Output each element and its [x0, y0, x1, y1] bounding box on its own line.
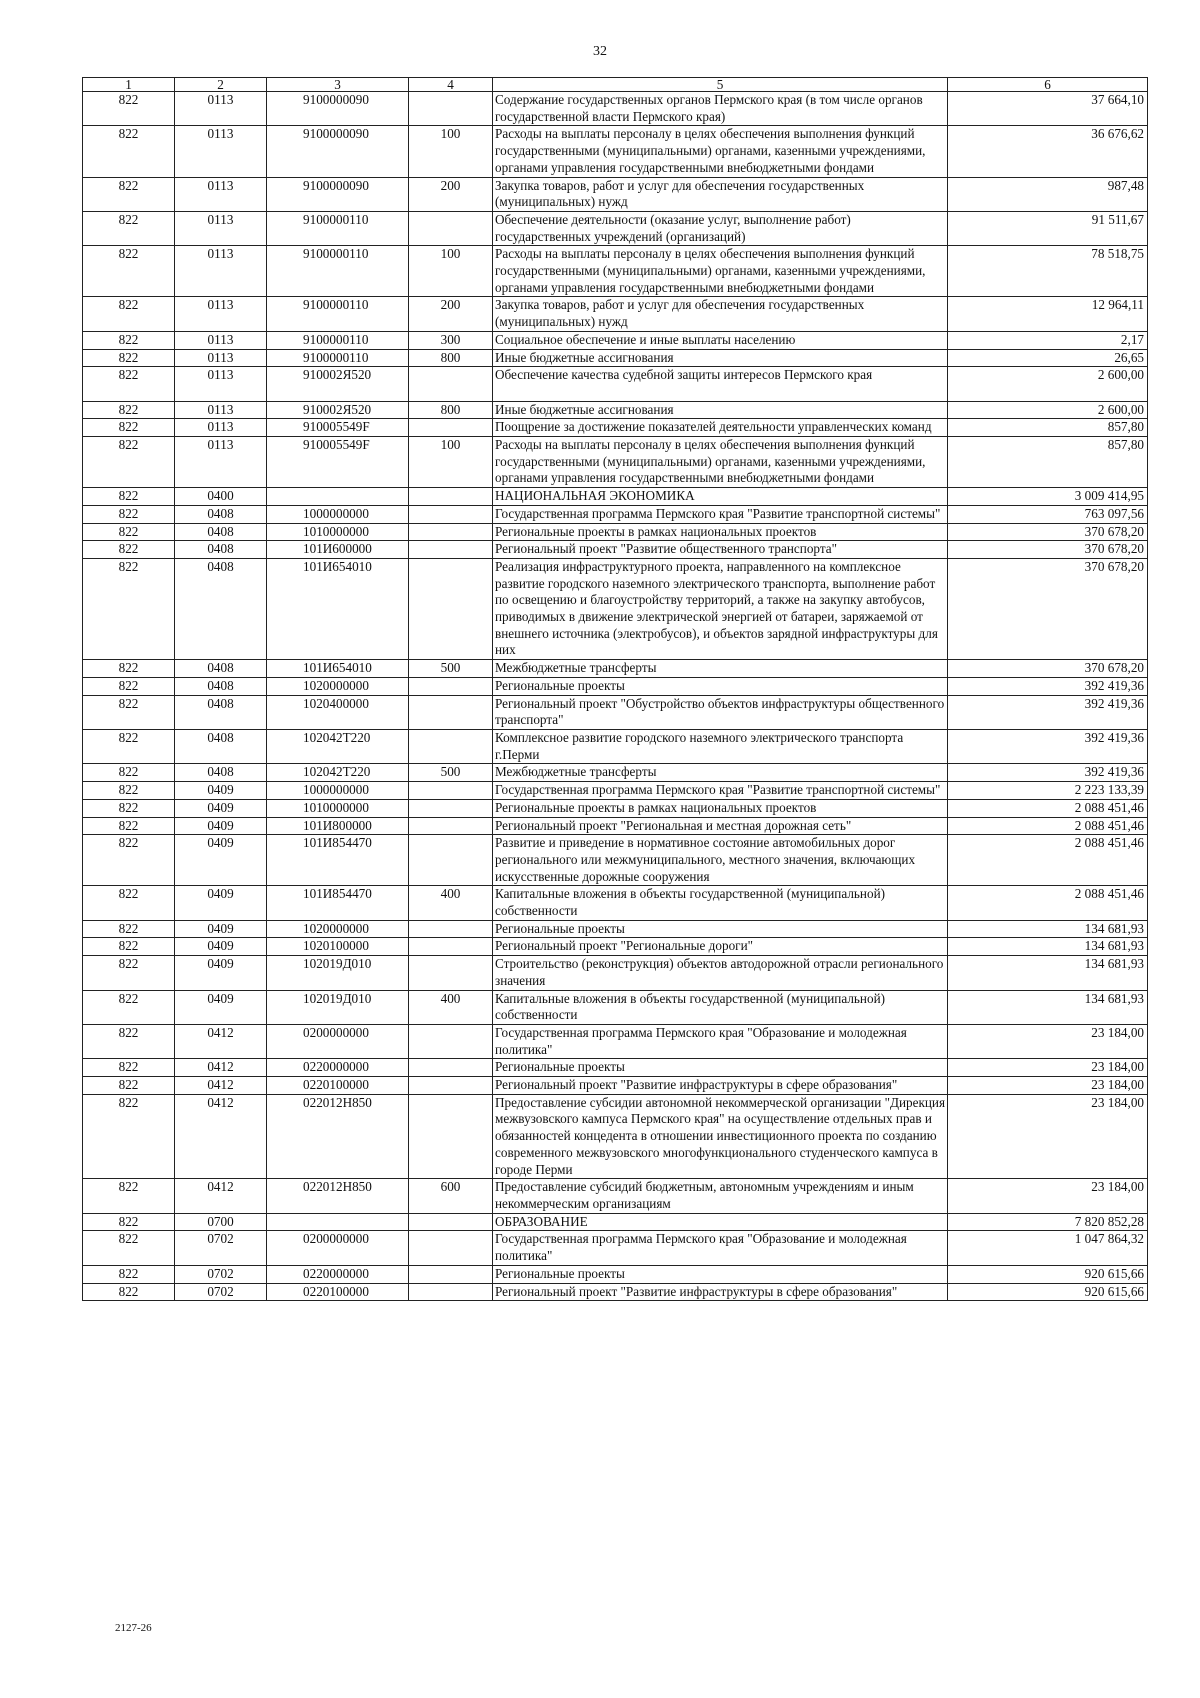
- cell-amount: 78 518,75: [948, 246, 1148, 297]
- table-row: [83, 331, 1148, 349]
- cell-agency-code: 822: [83, 1024, 175, 1058]
- cell-description: Капитальные вложения в объекты государственной (муниципальной) собственности: [493, 886, 948, 920]
- cell-description: Капитальные вложения в объекты государственной (муниципальной) собственности: [493, 990, 948, 1024]
- cell-expense-type: [409, 505, 493, 523]
- cell-section-code: 0409: [175, 817, 267, 835]
- cell-description: Государственная программа Пермского края "Развитие транспортной системы": [493, 782, 948, 800]
- cell-agency-code: 822: [83, 1213, 175, 1231]
- cell-description: Региональный проект "Обустройство объектов инфраструктуры общественного транспорта": [493, 695, 948, 729]
- cell-target-code: 910005549F: [267, 437, 409, 488]
- table-row: [83, 1265, 1148, 1283]
- cell-expense-type: [409, 1265, 493, 1283]
- table-row: [83, 1283, 1148, 1301]
- cell-agency-code: 822: [83, 367, 175, 401]
- cell-amount: 134 681,93: [948, 938, 1148, 956]
- cell-expense-type: 800: [409, 349, 493, 367]
- cell-section-code: 0409: [175, 938, 267, 956]
- cell-expense-type: 400: [409, 990, 493, 1024]
- cell-description: Социальное обеспечение и иные выплаты населению: [493, 331, 948, 349]
- cell-amount: 857,80: [948, 437, 1148, 488]
- cell-amount: 763 097,56: [948, 505, 1148, 523]
- cell-target-code: [267, 1213, 409, 1231]
- cell-description: Предоставление субсидий бюджетным, автономным учреждениям и иным некоммерческим организациям: [493, 1179, 948, 1213]
- table-row: [83, 660, 1148, 678]
- table-row: [83, 541, 1148, 559]
- cell-agency-code: 822: [83, 660, 175, 678]
- cell-amount: 2 600,00: [948, 401, 1148, 419]
- column-header: 6: [948, 78, 1148, 92]
- cell-target-code: 101И654010: [267, 660, 409, 678]
- cell-amount: 23 184,00: [948, 1077, 1148, 1095]
- table-row: [83, 523, 1148, 541]
- cell-description: Расходы на выплаты персоналу в целях обеспечения выполнения функций государственными (муниципальными) органами, казенными учреждениями, органами управления государственными внебюджетными фондами: [493, 126, 948, 177]
- cell-target-code: 101И854470: [267, 835, 409, 886]
- cell-target-code: 1020000000: [267, 677, 409, 695]
- cell-section-code: 0409: [175, 920, 267, 938]
- cell-description: Региональные проекты: [493, 1059, 948, 1077]
- cell-section-code: 0113: [175, 211, 267, 245]
- table-row: [83, 437, 1148, 488]
- cell-target-code: 1010000000: [267, 523, 409, 541]
- cell-agency-code: 822: [83, 1094, 175, 1179]
- cell-section-code: 0412: [175, 1059, 267, 1077]
- table-row: [83, 505, 1148, 523]
- table-row: [83, 401, 1148, 419]
- cell-expense-type: 600: [409, 1179, 493, 1213]
- cell-target-code: 9100000090: [267, 126, 409, 177]
- cell-section-code: 0409: [175, 990, 267, 1024]
- cell-amount: 26,65: [948, 349, 1148, 367]
- cell-expense-type: [409, 730, 493, 764]
- cell-amount: 920 615,66: [948, 1265, 1148, 1283]
- cell-amount: 370 678,20: [948, 660, 1148, 678]
- cell-amount: 2,17: [948, 331, 1148, 349]
- table-row: [83, 1059, 1148, 1077]
- column-header: 1: [83, 78, 175, 92]
- cell-agency-code: 822: [83, 1179, 175, 1213]
- cell-amount: 12 964,11: [948, 297, 1148, 331]
- cell-target-code: 1020000000: [267, 920, 409, 938]
- cell-target-code: 910002Я520: [267, 367, 409, 401]
- cell-agency-code: 822: [83, 488, 175, 506]
- cell-expense-type: 200: [409, 297, 493, 331]
- cell-description: Государственная программа Пермского края "Образование и молодежная политика": [493, 1231, 948, 1265]
- cell-target-code: 0220100000: [267, 1077, 409, 1095]
- cell-expense-type: [409, 677, 493, 695]
- cell-amount: 36 676,62: [948, 126, 1148, 177]
- cell-expense-type: [409, 956, 493, 990]
- cell-target-code: 1020400000: [267, 695, 409, 729]
- cell-expense-type: [409, 92, 493, 126]
- cell-target-code: 101И600000: [267, 541, 409, 559]
- cell-target-code: 9100000090: [267, 92, 409, 126]
- cell-expense-type: 100: [409, 246, 493, 297]
- cell-target-code: 9100000090: [267, 177, 409, 211]
- cell-expense-type: [409, 419, 493, 437]
- table-row: [83, 956, 1148, 990]
- cell-section-code: 0409: [175, 886, 267, 920]
- cell-description: Развитие и приведение в нормативное состояние автомобильных дорог регионального или межмуниципального, местного значения, включающих искусственные дорожные сооружения: [493, 835, 948, 886]
- cell-target-code: 101И854470: [267, 886, 409, 920]
- column-header: 3: [267, 78, 409, 92]
- table-row: [83, 1024, 1148, 1058]
- cell-section-code: 0408: [175, 541, 267, 559]
- table-row: [83, 349, 1148, 367]
- cell-amount: 370 678,20: [948, 541, 1148, 559]
- cell-target-code: 102019Д010: [267, 990, 409, 1024]
- cell-amount: 3 009 414,95: [948, 488, 1148, 506]
- cell-expense-type: 500: [409, 660, 493, 678]
- cell-description: Поощрение за достижение показателей деятельности управленческих команд: [493, 419, 948, 437]
- cell-section-code: 0409: [175, 799, 267, 817]
- cell-expense-type: [409, 211, 493, 245]
- cell-description: Иные бюджетные ассигнования: [493, 401, 948, 419]
- cell-agency-code: 822: [83, 349, 175, 367]
- cell-amount: 2 223 133,39: [948, 782, 1148, 800]
- cell-amount: 857,80: [948, 419, 1148, 437]
- document-code: 2127-26: [115, 1622, 152, 1634]
- table-header-row: [83, 78, 1148, 92]
- cell-agency-code: 822: [83, 920, 175, 938]
- column-header: 4: [409, 78, 493, 92]
- cell-target-code: 0200000000: [267, 1231, 409, 1265]
- cell-agency-code: 822: [83, 938, 175, 956]
- cell-description: Содержание государственных органов Пермского края (в том числе органов государственной власти Пермского края): [493, 92, 948, 126]
- cell-section-code: 0408: [175, 558, 267, 659]
- cell-section-code: 0400: [175, 488, 267, 506]
- cell-section-code: 0408: [175, 764, 267, 782]
- cell-section-code: 0113: [175, 331, 267, 349]
- cell-agency-code: 822: [83, 817, 175, 835]
- cell-description: Региональный проект "Региональная и местная дорожная сеть": [493, 817, 948, 835]
- cell-expense-type: [409, 488, 493, 506]
- cell-expense-type: [409, 817, 493, 835]
- cell-agency-code: 822: [83, 1283, 175, 1301]
- cell-section-code: 0409: [175, 782, 267, 800]
- table-row: [83, 886, 1148, 920]
- cell-description: Расходы на выплаты персоналу в целях обеспечения выполнения функций государственными (муниципальными) органами, казенными учреждениями, органами управления государственными внебюджетными фондами: [493, 437, 948, 488]
- cell-description: НАЦИОНАЛЬНАЯ ЭКОНОМИКА: [493, 488, 948, 506]
- cell-amount: 1 047 864,32: [948, 1231, 1148, 1265]
- cell-section-code: 0113: [175, 92, 267, 126]
- cell-agency-code: 822: [83, 1059, 175, 1077]
- cell-section-code: 0408: [175, 505, 267, 523]
- cell-expense-type: [409, 835, 493, 886]
- cell-description: Комплексное развитие городского наземного электрического транспорта г.Перми: [493, 730, 948, 764]
- cell-agency-code: 822: [83, 730, 175, 764]
- column-header: 5: [493, 78, 948, 92]
- cell-section-code: 0113: [175, 297, 267, 331]
- cell-target-code: 9100000110: [267, 331, 409, 349]
- cell-description: Иные бюджетные ассигнования: [493, 349, 948, 367]
- cell-target-code: 0200000000: [267, 1024, 409, 1058]
- cell-expense-type: 500: [409, 764, 493, 782]
- cell-target-code: 101И800000: [267, 817, 409, 835]
- cell-amount: 392 419,36: [948, 730, 1148, 764]
- cell-agency-code: 822: [83, 1077, 175, 1095]
- cell-amount: 392 419,36: [948, 764, 1148, 782]
- table-row: [83, 367, 1148, 401]
- cell-amount: 2 088 451,46: [948, 799, 1148, 817]
- cell-description: Межбюджетные трансферты: [493, 660, 948, 678]
- cell-description: Региональные проекты в рамках национальных проектов: [493, 799, 948, 817]
- cell-amount: 392 419,36: [948, 695, 1148, 729]
- cell-agency-code: 822: [83, 695, 175, 729]
- cell-expense-type: [409, 695, 493, 729]
- cell-amount: 920 615,66: [948, 1283, 1148, 1301]
- table-row: [83, 782, 1148, 800]
- cell-description: Обеспечение деятельности (оказание услуг, выполнение работ) государственных учреждений (организаций): [493, 211, 948, 245]
- cell-target-code: 0220100000: [267, 1283, 409, 1301]
- cell-agency-code: 822: [83, 297, 175, 331]
- table-row: [83, 558, 1148, 659]
- cell-target-code: 1020100000: [267, 938, 409, 956]
- cell-target-code: [267, 488, 409, 506]
- cell-section-code: 0113: [175, 246, 267, 297]
- cell-expense-type: 300: [409, 331, 493, 349]
- cell-description: Закупка товаров, работ и услуг для обеспечения государственных (муниципальных) нужд: [493, 297, 948, 331]
- cell-description: Строительство (реконструкция) объектов автодорожной отрасли регионального значения: [493, 956, 948, 990]
- cell-section-code: 0113: [175, 401, 267, 419]
- cell-amount: 23 184,00: [948, 1179, 1148, 1213]
- page-number: 32: [593, 44, 607, 59]
- cell-expense-type: [409, 523, 493, 541]
- cell-description: Государственная программа Пермского края "Развитие транспортной системы": [493, 505, 948, 523]
- cell-expense-type: [409, 1024, 493, 1058]
- cell-agency-code: 822: [83, 523, 175, 541]
- cell-agency-code: 822: [83, 990, 175, 1024]
- cell-target-code: 1000000000: [267, 505, 409, 523]
- cell-description: Закупка товаров, работ и услуг для обеспечения государственных (муниципальных) нужд: [493, 177, 948, 211]
- cell-section-code: 0409: [175, 835, 267, 886]
- cell-amount: 37 664,10: [948, 92, 1148, 126]
- cell-agency-code: 822: [83, 782, 175, 800]
- cell-amount: 2 088 451,46: [948, 886, 1148, 920]
- cell-target-code: 9100000110: [267, 246, 409, 297]
- cell-description: Государственная программа Пермского края "Образование и молодежная политика": [493, 1024, 948, 1058]
- cell-agency-code: 822: [83, 541, 175, 559]
- cell-expense-type: [409, 541, 493, 559]
- cell-section-code: 0408: [175, 660, 267, 678]
- cell-agency-code: 822: [83, 799, 175, 817]
- cell-target-code: 1010000000: [267, 799, 409, 817]
- cell-description: Реализация инфраструктурного проекта, направленного на комплексное развитие городского наземного электрического транспорта, выполнение работ по освещению и благоустройству территорий, а также на закупку автобусов, приводимых в движение электрической энергией от батареи, заряжаемой от внешнего источника (электробусов), и объектов зарядной инфраструктуры для них: [493, 558, 948, 659]
- cell-amount: 370 678,20: [948, 558, 1148, 659]
- cell-description: Региональные проекты: [493, 920, 948, 938]
- table-row: [83, 695, 1148, 729]
- table-row: [83, 1213, 1148, 1231]
- cell-target-code: 1000000000: [267, 782, 409, 800]
- table-row: [83, 419, 1148, 437]
- cell-amount: 134 681,93: [948, 990, 1148, 1024]
- cell-agency-code: 822: [83, 211, 175, 245]
- cell-section-code: 0113: [175, 437, 267, 488]
- cell-expense-type: 100: [409, 126, 493, 177]
- cell-description: Региональный проект "Региональные дороги": [493, 938, 948, 956]
- cell-agency-code: 822: [83, 331, 175, 349]
- cell-section-code: 0408: [175, 523, 267, 541]
- table-row: [83, 990, 1148, 1024]
- cell-agency-code: 822: [83, 177, 175, 211]
- cell-section-code: 0113: [175, 367, 267, 401]
- cell-description: Предоставление субсидии автономной некоммерческой организации "Дирекция межвузовского кампуса Пермского края" на осуществление отдельных прав и обязанностей концедента в отношении инвестиционного проекта по созданию современного межвузовского многофункционального студенческого кампуса в городе Перми: [493, 1094, 948, 1179]
- cell-target-code: 101И654010: [267, 558, 409, 659]
- cell-expense-type: [409, 1094, 493, 1179]
- cell-target-code: 022012Н850: [267, 1094, 409, 1179]
- cell-section-code: 0700: [175, 1213, 267, 1231]
- cell-amount: 370 678,20: [948, 523, 1148, 541]
- cell-expense-type: [409, 1231, 493, 1265]
- cell-amount: 987,48: [948, 177, 1148, 211]
- cell-description: Обеспечение качества судебной защиты интересов Пермского края: [493, 367, 948, 401]
- cell-description: Региональный проект "Развитие инфраструктуры в сфере образования": [493, 1077, 948, 1095]
- cell-amount: 23 184,00: [948, 1094, 1148, 1179]
- cell-expense-type: [409, 938, 493, 956]
- table-row: [83, 799, 1148, 817]
- cell-agency-code: 822: [83, 92, 175, 126]
- cell-description: Региональный проект "Развитие общественного транспорта": [493, 541, 948, 559]
- cell-expense-type: [409, 920, 493, 938]
- table-row: [83, 764, 1148, 782]
- table-row: [83, 92, 1148, 126]
- cell-target-code: 102019Д010: [267, 956, 409, 990]
- cell-target-code: 910005549F: [267, 419, 409, 437]
- cell-agency-code: 822: [83, 401, 175, 419]
- table-row: [83, 920, 1148, 938]
- cell-agency-code: 822: [83, 764, 175, 782]
- cell-target-code: 0220000000: [267, 1059, 409, 1077]
- cell-expense-type: [409, 1213, 493, 1231]
- cell-target-code: 022012Н850: [267, 1179, 409, 1213]
- cell-section-code: 0113: [175, 349, 267, 367]
- cell-section-code: 0408: [175, 695, 267, 729]
- cell-agency-code: 822: [83, 1265, 175, 1283]
- cell-section-code: 0113: [175, 177, 267, 211]
- cell-section-code: 0412: [175, 1024, 267, 1058]
- cell-description: ОБРАЗОВАНИЕ: [493, 1213, 948, 1231]
- cell-amount: 23 184,00: [948, 1059, 1148, 1077]
- cell-expense-type: 400: [409, 886, 493, 920]
- cell-description: Расходы на выплаты персоналу в целях обеспечения выполнения функций государственными (муниципальными) органами, казенными учреждениями, органами управления государственными внебюджетными фондами: [493, 246, 948, 297]
- cell-section-code: 0412: [175, 1179, 267, 1213]
- cell-expense-type: [409, 1077, 493, 1095]
- cell-section-code: 0409: [175, 956, 267, 990]
- cell-expense-type: [409, 558, 493, 659]
- cell-agency-code: 822: [83, 677, 175, 695]
- cell-agency-code: 822: [83, 835, 175, 886]
- budget-table: [82, 77, 1148, 1301]
- table-row: [83, 126, 1148, 177]
- table-row: [83, 730, 1148, 764]
- cell-target-code: 9100000110: [267, 211, 409, 245]
- cell-agency-code: 822: [83, 558, 175, 659]
- cell-section-code: 0412: [175, 1094, 267, 1179]
- cell-description: Региональные проекты: [493, 677, 948, 695]
- table-row: [83, 297, 1148, 331]
- cell-agency-code: 822: [83, 126, 175, 177]
- cell-section-code: 0702: [175, 1231, 267, 1265]
- cell-agency-code: 822: [83, 437, 175, 488]
- cell-amount: 392 419,36: [948, 677, 1148, 695]
- cell-target-code: 102042Т220: [267, 730, 409, 764]
- cell-expense-type: [409, 782, 493, 800]
- cell-amount: 7 820 852,28: [948, 1213, 1148, 1231]
- cell-target-code: 9100000110: [267, 349, 409, 367]
- cell-section-code: 0408: [175, 730, 267, 764]
- table-row: [83, 488, 1148, 506]
- cell-description: Региональные проекты в рамках национальных проектов: [493, 523, 948, 541]
- cell-section-code: 0113: [175, 419, 267, 437]
- cell-expense-type: 800: [409, 401, 493, 419]
- column-header: 2: [175, 78, 267, 92]
- cell-amount: 2 600,00: [948, 367, 1148, 401]
- cell-expense-type: 100: [409, 437, 493, 488]
- cell-amount: 23 184,00: [948, 1024, 1148, 1058]
- cell-target-code: 102042Т220: [267, 764, 409, 782]
- cell-description: Межбюджетные трансферты: [493, 764, 948, 782]
- cell-target-code: 0220000000: [267, 1265, 409, 1283]
- cell-expense-type: [409, 1059, 493, 1077]
- cell-amount: 91 511,67: [948, 211, 1148, 245]
- cell-amount: 134 681,93: [948, 920, 1148, 938]
- cell-target-code: 9100000110: [267, 297, 409, 331]
- cell-target-code: 910002Я520: [267, 401, 409, 419]
- table-row: [83, 177, 1148, 211]
- table-row: [83, 1094, 1148, 1179]
- cell-amount: 134 681,93: [948, 956, 1148, 990]
- table-row: [83, 817, 1148, 835]
- cell-section-code: 0412: [175, 1077, 267, 1095]
- table-row: [83, 677, 1148, 695]
- cell-section-code: 0702: [175, 1265, 267, 1283]
- cell-agency-code: 822: [83, 246, 175, 297]
- cell-agency-code: 822: [83, 419, 175, 437]
- cell-expense-type: [409, 1283, 493, 1301]
- cell-description: Региональные проекты: [493, 1265, 948, 1283]
- cell-expense-type: [409, 367, 493, 401]
- cell-agency-code: 822: [83, 956, 175, 990]
- table-row: [83, 1179, 1148, 1213]
- cell-section-code: 0408: [175, 677, 267, 695]
- cell-agency-code: 822: [83, 1231, 175, 1265]
- cell-expense-type: [409, 799, 493, 817]
- table-row: [83, 1231, 1148, 1265]
- cell-section-code: 0113: [175, 126, 267, 177]
- cell-amount: 2 088 451,46: [948, 835, 1148, 886]
- table-row: [83, 246, 1148, 297]
- cell-description: Региональный проект "Развитие инфраструктуры в сфере образования": [493, 1283, 948, 1301]
- table-body: [83, 92, 1148, 1301]
- table-row: [83, 211, 1148, 245]
- cell-agency-code: 822: [83, 505, 175, 523]
- cell-expense-type: 200: [409, 177, 493, 211]
- table-row: [83, 835, 1148, 886]
- cell-agency-code: 822: [83, 886, 175, 920]
- cell-section-code: 0702: [175, 1283, 267, 1301]
- table-row: [83, 938, 1148, 956]
- cell-amount: 2 088 451,46: [948, 817, 1148, 835]
- table-row: [83, 1077, 1148, 1095]
